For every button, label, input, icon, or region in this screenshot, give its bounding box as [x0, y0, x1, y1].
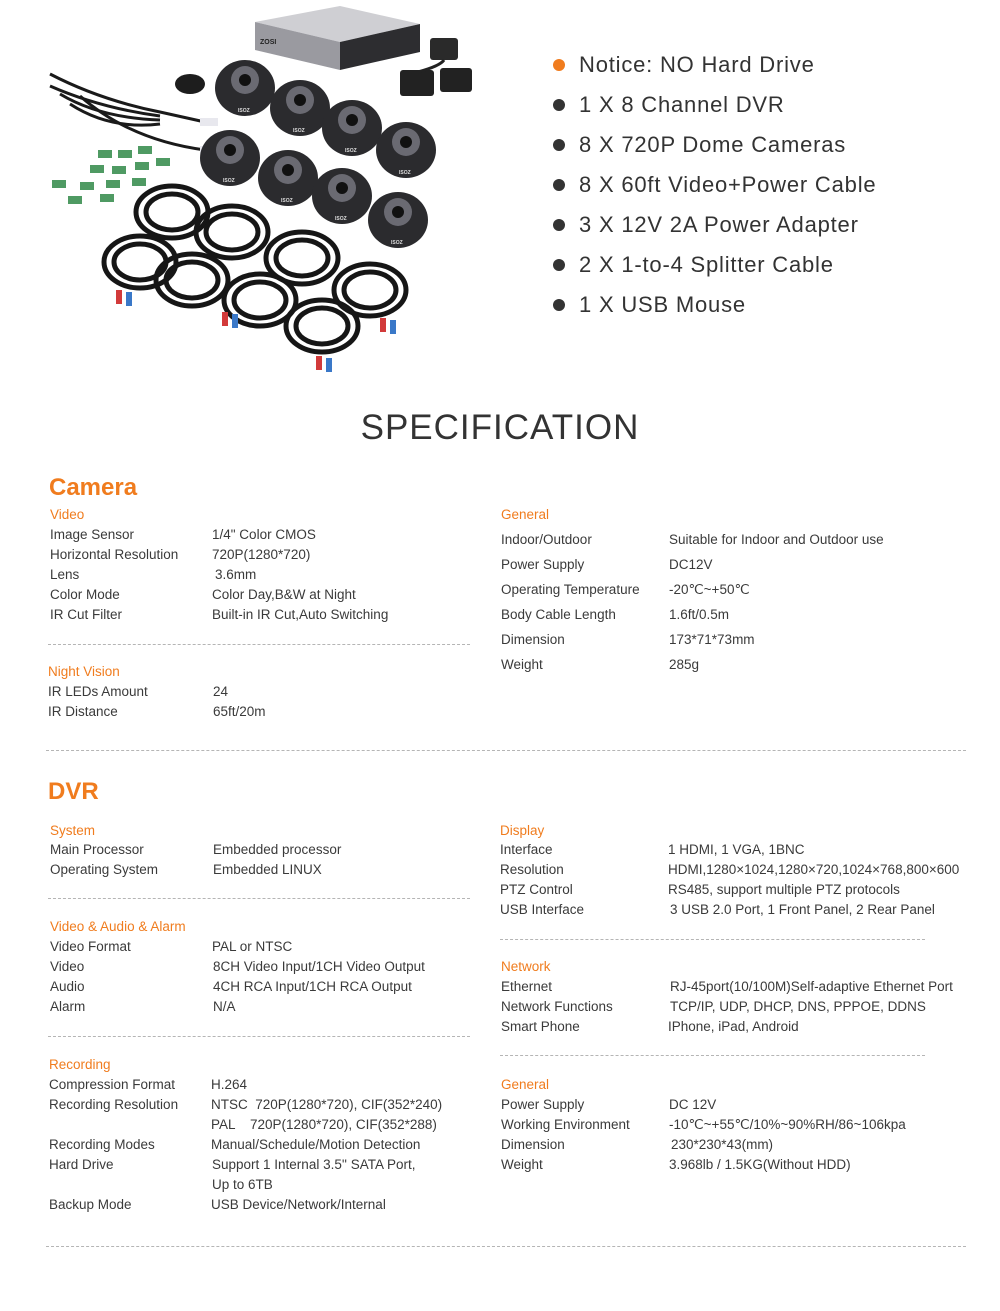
spec-value: HDMI,1280×1024,1280×720,1024×768,800×600	[668, 862, 960, 877]
spec-label: Indoor/Outdoor	[501, 532, 592, 547]
bullet-dot-icon	[553, 259, 565, 271]
package-item: 1 X 8 Channel DVR	[579, 92, 785, 117]
spec-label: Working Environment	[501, 1117, 630, 1132]
spec-label: Video	[50, 959, 85, 974]
spec-value: N/A	[213, 999, 236, 1014]
camera-brand-label: ISOZ	[238, 108, 250, 114]
divider	[48, 1036, 470, 1037]
spec-label: Color Mode	[50, 587, 120, 602]
package-notice: Notice: NO Hard Drive	[579, 52, 815, 77]
section-divider	[46, 1246, 966, 1247]
camera-brand-label: ISOZ	[293, 128, 305, 134]
camera-brand-label: ISOZ	[335, 216, 347, 222]
divider	[500, 1055, 925, 1056]
spec-value: 3 USB 2.0 Port, 1 Front Panel, 2 Rear Panel	[670, 902, 935, 917]
spec-value: H.264	[211, 1077, 248, 1092]
camera-brand-label: ISOZ	[391, 240, 403, 246]
spec-label: Compression Format	[49, 1077, 176, 1092]
spec-value: Support 1 Internal 3.5'' SATA Port,	[212, 1157, 416, 1172]
list-item	[553, 50, 815, 80]
spec-label: Network Functions	[501, 999, 613, 1014]
spec-label: Operating Temperature	[501, 582, 640, 597]
spec-label: Resolution	[500, 862, 564, 877]
spec-label: Dimension	[501, 1137, 565, 1152]
spec-value: DC12V	[669, 557, 713, 572]
spec-value: 65ft/20m	[213, 704, 266, 719]
bullet-dot-icon	[553, 219, 565, 231]
spec-value: -20℃~+50℃	[669, 582, 750, 597]
spec-label: Operating System	[50, 862, 159, 877]
spec-value: 3.968lb / 1.5KG(Without HDD)	[669, 1157, 851, 1172]
product-kit-image	[40, 0, 510, 385]
spec-label: Power Supply	[501, 557, 585, 572]
spec-label: USB Interface	[500, 902, 585, 917]
bullet-dot-icon	[553, 299, 565, 311]
bullet-dot-icon	[553, 99, 565, 111]
spec-label: Dimension	[501, 632, 565, 647]
spec-value: NTSC 720P(1280*720), CIF(352*240)	[211, 1097, 443, 1112]
spec-value: TCP/IP, UDP, DHCP, DNS, PPPOE, DDNS	[670, 999, 926, 1014]
spec-label: Horizontal Resolution	[50, 547, 179, 562]
recording-group-title: Recording	[49, 1057, 111, 1072]
spec-value: 720P(1280*720)	[212, 547, 311, 562]
spec-label: Image Sensor	[50, 527, 135, 542]
camera-section-title: Camera	[49, 474, 138, 501]
spec-label: Video Format	[50, 939, 131, 954]
spec-value: USB Device/Network/Internal	[211, 1197, 386, 1212]
spec-value: RS485, support multiple PTZ protocols	[668, 882, 900, 897]
camera-general-group-title: General	[501, 507, 550, 522]
spec-value: Built-in IR Cut,Auto Switching	[212, 607, 389, 622]
page-title: SPECIFICATION	[360, 408, 640, 447]
spec-label: Recording Resolution	[49, 1097, 179, 1112]
spec-value: -10℃~+55℃/10%~90%RH/86~106kpa	[669, 1117, 906, 1132]
dvr-general-group-title: General	[501, 1077, 550, 1092]
package-item: 1 X USB Mouse	[579, 292, 746, 317]
spec-label: Lens	[50, 567, 80, 582]
spec-value: 4CH RCA Input/1CH RCA Output	[213, 979, 412, 994]
spec-value: Embedded processor	[213, 842, 342, 857]
list-item	[553, 210, 859, 240]
spec-value: RJ-45port(10/100M)Self-adaptive Ethernet Port	[670, 979, 953, 994]
spec-label: Recording Modes	[49, 1137, 155, 1152]
camera-brand-label: ISOZ	[345, 148, 357, 154]
spec-value: 1/4" Color CMOS	[212, 527, 316, 542]
spec-label: Smart Phone	[501, 1019, 580, 1034]
spec-label: Ethernet	[501, 979, 553, 994]
spec-value: 24	[213, 684, 229, 699]
camera-video-group-title: Video	[50, 507, 85, 522]
spec-label: Weight	[501, 1157, 543, 1172]
sticker-sheets-icon	[52, 146, 170, 204]
spec-value: 1 HDMI, 1 VGA, 1BNC	[668, 842, 805, 857]
dvr-section-title: DVR	[48, 778, 99, 805]
spec-value: DC 12V	[669, 1097, 717, 1112]
package-item: 8 X 60ft Video+Power Cable	[579, 172, 877, 197]
system-group-title: System	[50, 823, 96, 838]
list-item	[553, 290, 746, 320]
spec-value: IPhone, iPad, Android	[668, 1019, 799, 1034]
section-divider	[46, 750, 966, 751]
divider	[48, 898, 470, 899]
spec-value: PAL or NTSC	[212, 939, 293, 954]
spec-label: Audio	[50, 979, 85, 994]
night-vision-group-title: Night Vision	[48, 664, 120, 679]
spec-value: 1.6ft/0.5m	[669, 607, 730, 622]
spec-value: Up to 6TB	[212, 1177, 273, 1192]
spec-label: Alarm	[50, 999, 86, 1014]
bullet-dot-icon	[553, 59, 565, 71]
spec-label: Backup Mode	[49, 1197, 132, 1212]
dvr-device-icon	[255, 6, 420, 70]
spec-label: IR Cut Filter	[50, 607, 123, 622]
dvr-brand-label: ZOSI	[260, 39, 277, 46]
network-group-title: Network	[501, 959, 551, 974]
spec-value: 285g	[669, 657, 700, 672]
spec-label: Weight	[501, 657, 543, 672]
spec-value: 173*71*73mm	[669, 632, 755, 647]
mouse-icon	[175, 74, 205, 94]
list-item	[553, 90, 785, 120]
video-audio-alarm-group-title: Video & Audio & Alarm	[50, 919, 186, 934]
spec-label: Body Cable Length	[501, 607, 616, 622]
spec-label: IR LEDs Amount	[48, 684, 148, 699]
spec-value: PAL 720P(1280*720), CIF(352*288)	[211, 1117, 437, 1132]
spec-value: 3.6mm	[215, 567, 257, 582]
list-item	[553, 170, 876, 200]
spec-label: Hard Drive	[49, 1157, 114, 1172]
spec-value: Embedded LINUX	[213, 862, 322, 877]
list-item	[553, 130, 846, 160]
spec-value: Suitable for Indoor and Outdoor use	[669, 532, 884, 547]
package-item: 2 X 1-to-4 Splitter Cable	[579, 252, 834, 277]
spec-label: Power Supply	[501, 1097, 585, 1112]
spec-value: Manual/Schedule/Motion Detection	[211, 1137, 421, 1152]
display-group-title: Display	[500, 823, 545, 838]
divider	[500, 939, 925, 940]
spec-value: Color Day,B&W at Night	[212, 587, 356, 602]
spec-value: 230*230*43(mm)	[671, 1137, 774, 1152]
divider	[48, 644, 470, 645]
spec-label: Interface	[500, 842, 553, 857]
bullet-dot-icon	[553, 139, 565, 151]
spec-label: IR Distance	[48, 704, 118, 719]
spec-label: Main Processor	[50, 842, 144, 857]
camera-brand-label: ISOZ	[399, 170, 411, 176]
camera-brand-label: ISOZ	[223, 178, 235, 184]
package-item: 8 X 720P Dome Cameras	[579, 132, 847, 157]
list-item	[553, 250, 834, 280]
spec-value: 8CH Video Input/1CH Video Output	[213, 959, 425, 974]
package-item: 3 X 12V 2A Power Adapter	[579, 212, 859, 237]
camera-brand-label: ISOZ	[281, 198, 293, 204]
spec-label: PTZ Control	[500, 882, 573, 897]
bullet-dot-icon	[553, 179, 565, 191]
